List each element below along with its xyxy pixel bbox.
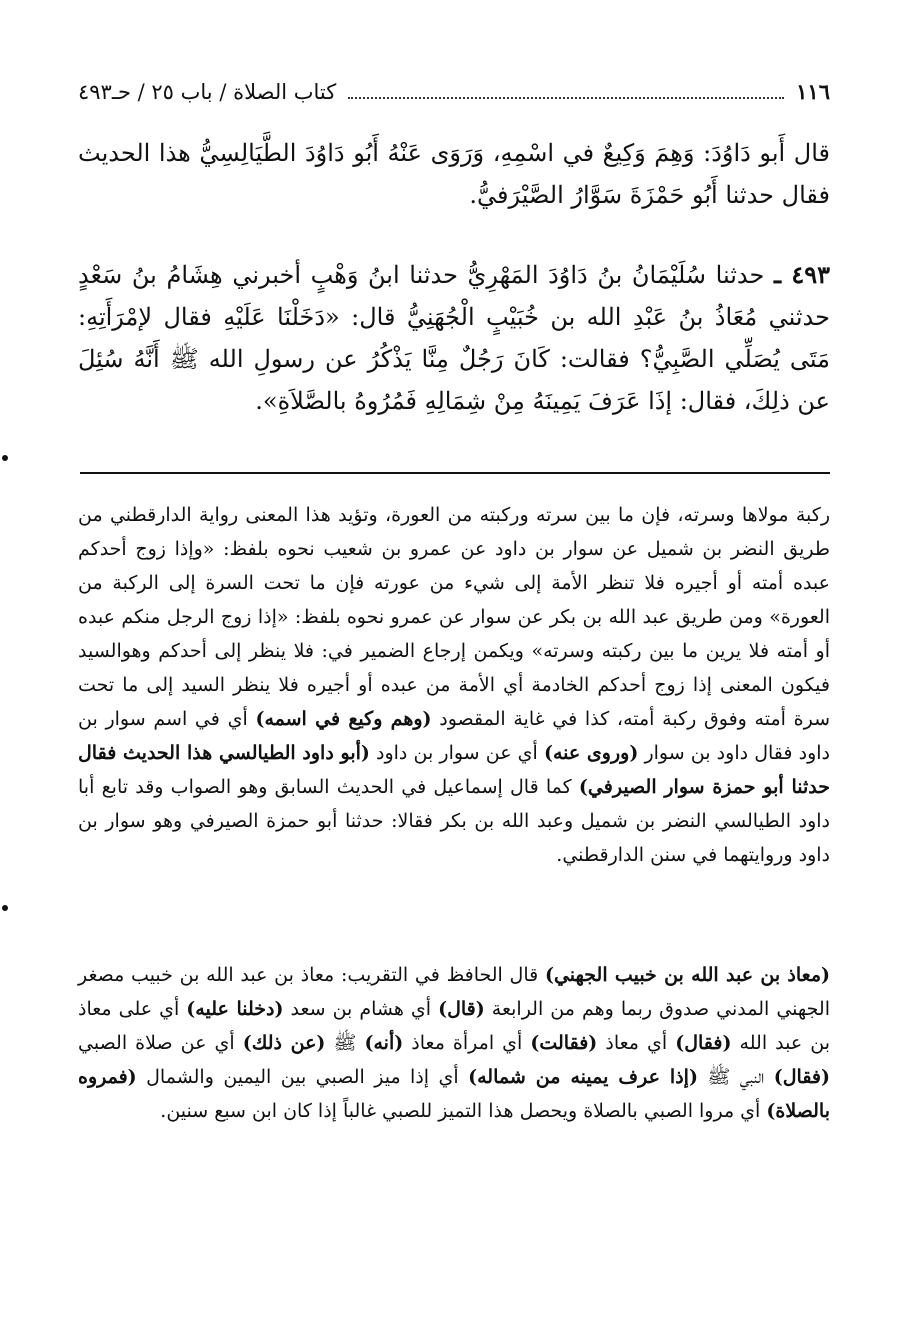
matn-paragraph-1 bbox=[78, 132, 830, 216]
bold-quote: (دخلنا عليه) bbox=[186, 998, 284, 1020]
commentary-text: أي عن صلاة الصبي bbox=[78, 1032, 243, 1054]
bold-quote: (فقال) bbox=[773, 1066, 831, 1088]
page-header bbox=[78, 72, 830, 112]
sharh-text-2 bbox=[78, 958, 830, 1128]
bold-quote: (وهم وكيع في اسمه) bbox=[255, 708, 432, 730]
running-title: كتاب الصلاة / باب ٢٥ / حـ٤٩٣ bbox=[78, 80, 337, 104]
matn-paragraph-2 bbox=[78, 254, 830, 422]
bold-quote: (إذا عرف يمينه من شماله) bbox=[468, 1066, 698, 1088]
bold-quote: (فقال) bbox=[675, 1032, 732, 1054]
commentary-text: قال الحافظ في التقريب: معاذ بن عبد الله بن خبيب مصغر الجهني المدني صدوق ربما وهم من الرابعة bbox=[78, 964, 830, 1020]
bold-quote: (فمروه بالصلاة) bbox=[78, 1066, 830, 1122]
bold-quote: (أنه) bbox=[364, 1032, 404, 1054]
margin-mark bbox=[2, 455, 8, 461]
margin-mark bbox=[2, 905, 8, 911]
commentary-text: أي في اسم سوار بن داود فقال داود بن سوار bbox=[78, 708, 830, 764]
commentary-text: ﷺ bbox=[325, 1032, 365, 1054]
bold-quote: (فقالت) bbox=[530, 1032, 598, 1054]
commentary-text: ركبة مولاها وسرته، فإن ما بين سرته وركبته من العورة، وتؤيد هذا المعنى رواية الدارقطني من طريق النضر بن شميل عن سوار بن داود عن عمرو بن شعيب نحوه بلفظ: «وإذا زوج أحدكم عبده أمته أو أجيره فلا تنظر الأمة إلى شيء من عورته فإن ما تحت السرة إلى الركبة من العورة» ومن طريق عبد الله بن بكر عن سوار عن عمرو نحوه بلفظ: «إذا زوج الرجل منكم عبده أو أمته فلا يرين ما بين ركبته وسرته» ويكمن إرجاع الضمير في: فلا ينظر إلى أحدكم وهوالسيد فيكون المعنى إذا زوج أحدكم الخادمة أي الأمة من عبده أو أجيره فلا ينظر السيد إلى ما تحت سرة أمته وفوق ركبة أمته، كذا في غاية المقصود bbox=[78, 504, 830, 730]
commentary-text: كما قال إسماعيل في الحديث السابق وهو الصواب وقد تابع أبا داود الطيالسي النضر بن شميل وعبد الله بن بكر فقالا: حدثنا أبو حمزة الصيرفي وهو سوار بن داود وروايتهما في سنن الدارقطني. bbox=[78, 776, 830, 866]
bold-quote: (معاذ بن عبد الله بن خبيب الجهني) bbox=[544, 964, 830, 986]
sharh-paragraph-2 bbox=[78, 958, 830, 1128]
commentary-text: أي مروا الصبي بالصلاة ويحصل هذا التميز للصبي غالباً إذا كان ابن سبع سنين. bbox=[160, 1100, 767, 1122]
commentary-text: أي على معاذ بن عبد الله bbox=[78, 998, 831, 1054]
page-number: ١١٦ bbox=[796, 79, 830, 104]
sharh-paragraph-1 bbox=[78, 498, 830, 872]
bold-quote: (عن ذلك) bbox=[242, 1032, 326, 1054]
hadith-text: حدثنا سُلَيْمَانُ بنُ دَاوُدَ المَهْرِيُّ حدثنا ابنُ وَهْبٍ أخبرني هِشَامُ بنُ سَعْدٍ حدثني مُعَاذُ بنُ عَبْدِ الله بن خُبَيْبٍ الْجُهَنِيُّ قال: «دَخَلْنَا عَلَيْهِ فقال لإمْرَأَتِهِ: مَتَى يُصَلِّي الصَّبِيُّ؟ فقالت: كَانَ رَجُلٌ مِنَّا يَذْكُرُ عن رسولِ الله ﷺ أَنَّهُ سُئِلَ عن ذلِكَ، فقال: إذَا عَرَفَ يَمِينَهُ مِنْ شِمَالِهِ فَمُرُوهُ بالصَّلاَةِ». bbox=[78, 261, 830, 415]
commentary-text: أي إذا ميز الصبي بين اليمين والشمال bbox=[136, 1066, 469, 1088]
hadith-number: ٤٩٣ ـ bbox=[773, 260, 830, 289]
bold-quote: (وروى عنه) bbox=[543, 742, 639, 764]
commentary-text: أي معاذ bbox=[597, 1032, 676, 1054]
section-divider bbox=[80, 472, 830, 474]
commentary-text: أي امرأة معاذ bbox=[403, 1032, 531, 1054]
commentary-text: أي هشام بن سعد bbox=[283, 998, 439, 1020]
header-dot-leader bbox=[348, 97, 784, 99]
bold-quote: (أبو داود الطيالسي هذا الحديث فقال حدثنا أبو حمزة سوار الصيرفي) bbox=[78, 742, 830, 798]
matn-text-1: قال أَبو دَاوُدَ: وَهِمَ وَكِيعٌ في اسْمِهِ، وَرَوَى عَنْهُ أَبُو دَاوُدَ الطَّيَالِسِيُّ هذا الحديث فقال حدثنا أَبُو حَمْزَةَ سَوَّارُ الصَّيْرَفيُّ. bbox=[78, 139, 830, 209]
commentary-text: النبي ﷺ bbox=[697, 1066, 774, 1088]
bold-quote: (قال) bbox=[438, 998, 485, 1020]
matn-text-2 bbox=[78, 254, 830, 422]
sharh-text-1 bbox=[78, 498, 830, 872]
commentary-text: أي عن سوار بن داود bbox=[369, 742, 544, 764]
